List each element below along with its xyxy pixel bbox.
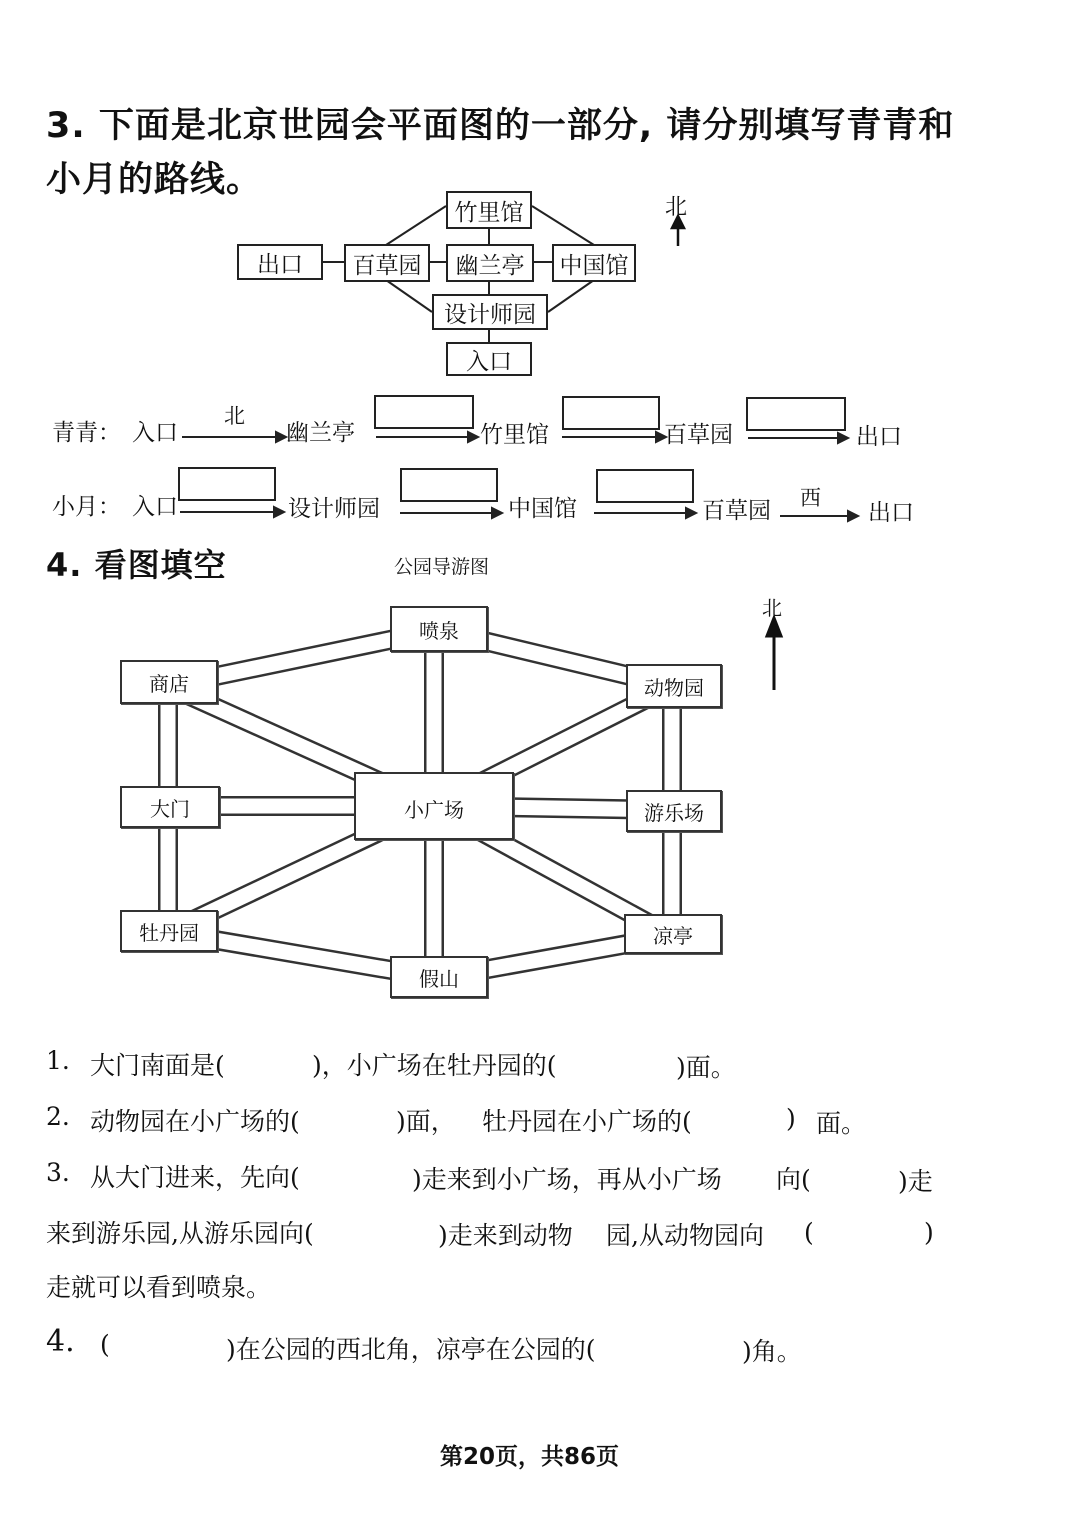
q4-place-zoo: 动物园 xyxy=(626,664,722,708)
qingqing-stop-2: 竹里馆 xyxy=(480,422,549,448)
q3-place-exit: 出口 xyxy=(237,244,323,280)
q4-item2-text-d: ) xyxy=(786,1104,796,1133)
xiaoyue-name: 小月： xyxy=(52,494,121,520)
q4-item4-text-c: )角。 xyxy=(742,1337,802,1366)
q4-heading: 4. 看图填空 xyxy=(46,546,227,584)
xiaoyue-start: 入口 xyxy=(132,494,178,520)
q4-item2-text-a: 动物园在小广场的( xyxy=(90,1107,300,1136)
q4-item4-text-b: )在公园的西北角，凉亭在公园的( xyxy=(226,1335,596,1364)
q4-item2-number: 2. xyxy=(46,1102,70,1131)
q4-item2-text-e: 面。 xyxy=(816,1109,867,1138)
q4-place-rockery: 假山 xyxy=(390,956,488,998)
q4-item3-number: 3. xyxy=(46,1158,70,1187)
q3-place-china-pavilion: 中国馆 xyxy=(552,244,636,282)
q3-title-line1: 3. 下面是北京世园会平面图的一部分, 请分别填写青青和 xyxy=(46,106,955,146)
q3-place-bamboo-hall: 竹里馆 xyxy=(446,191,532,229)
q4-item3-text-c: 向( xyxy=(776,1165,811,1194)
q4-place-fountain: 喷泉 xyxy=(390,606,488,652)
q4-item1-text-b: )，小广场在牡丹园的( xyxy=(312,1051,557,1080)
q4-item3-line2-d: ( xyxy=(804,1218,814,1247)
qingqing-start: 入口 xyxy=(132,420,178,446)
q4-item3-line2-e: ) xyxy=(924,1218,934,1247)
q4-place-plaza: 小广场 xyxy=(354,772,514,840)
q4-item3-line3: 走就可以看到喷泉。 xyxy=(46,1273,272,1302)
xiaoyue-direction-4: 西 xyxy=(800,486,821,510)
q4-item2-text-c: 牡丹园在小广场的( xyxy=(482,1107,692,1136)
q4-item3-line2-c: 园,从动物园向 xyxy=(606,1221,764,1250)
xiaoyue-stop-1: 设计师园 xyxy=(288,496,380,522)
q3-north-label: 北 xyxy=(665,195,688,220)
page-footer: 第20页，共86页 xyxy=(440,1444,620,1470)
q4-item3-line2-b: )走来到动物 xyxy=(438,1221,573,1250)
q4-item1-number: 1. xyxy=(46,1046,70,1075)
q4-item4-text-a: ( xyxy=(100,1330,110,1359)
q4-north-label: 北 xyxy=(762,596,782,620)
q4-item2-text-b: )面， xyxy=(396,1107,456,1136)
q4-place-shop: 商店 xyxy=(120,660,218,704)
qingqing-stop-1: 幽兰亭 xyxy=(286,420,355,446)
q4-map-title: 公园导游图 xyxy=(394,556,490,578)
q4-place-pavilion: 凉亭 xyxy=(624,914,722,954)
q4-item3-text-b: )走来到小广场，再从小广场 xyxy=(412,1165,722,1194)
qingqing-end: 出口 xyxy=(856,424,902,450)
q4-item1-text-c: )面。 xyxy=(676,1053,736,1082)
q4-item3-text-a: 从大门进来，先向( xyxy=(90,1163,300,1192)
q3-title-line2: 小月的路线。 xyxy=(46,160,263,200)
q3-place-entrance: 入口 xyxy=(446,342,532,376)
xiaoyue-stop-3: 百草园 xyxy=(702,498,771,524)
q3-place-herb-garden: 百草园 xyxy=(344,244,430,282)
q4-item3-text-d: )走 xyxy=(898,1167,933,1196)
q4-item1-text-a: 大门南面是( xyxy=(90,1051,225,1080)
qingqing-name: 青青： xyxy=(52,420,121,446)
q4-place-peony-garden: 牡丹园 xyxy=(120,910,218,952)
q4-place-playground: 游乐场 xyxy=(626,790,722,832)
qingqing-direction-1: 北 xyxy=(224,404,245,428)
xiaoyue-end: 出口 xyxy=(868,500,914,526)
q3-place-orchid-pavilion: 幽兰亭 xyxy=(446,244,534,282)
q4-place-gate: 大门 xyxy=(120,786,220,828)
q4-item4-number: 4. xyxy=(46,1324,75,1359)
xiaoyue-stop-2: 中国馆 xyxy=(508,496,577,522)
q4-item3-line2-a: 来到游乐园,从游乐园向( xyxy=(46,1219,314,1248)
q3-place-designer-garden: 设计师园 xyxy=(432,294,548,330)
qingqing-stop-3: 百草园 xyxy=(664,422,733,448)
